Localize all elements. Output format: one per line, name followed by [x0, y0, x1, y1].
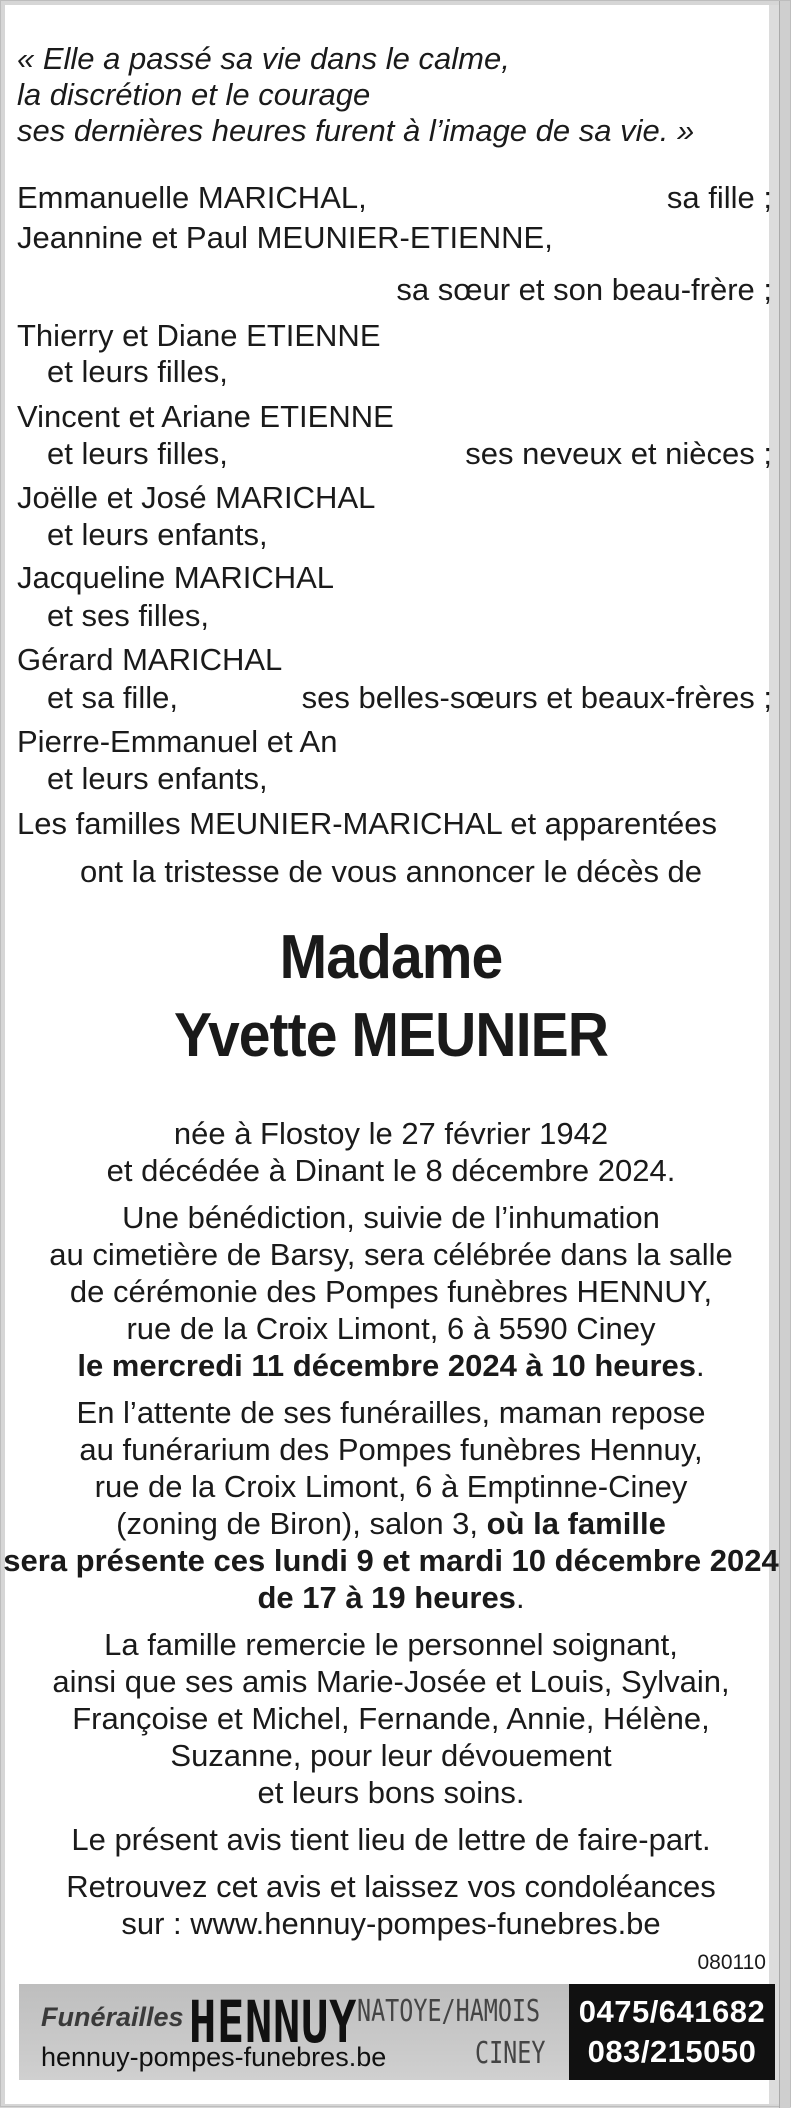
- announcement-intro: ont la tristesse de vous annoncer le décès de: [79, 854, 703, 889]
- deceased-name: [32, 919, 750, 1075]
- banner-branding: [19, 1984, 569, 2080]
- relation-label: sa fille ;: [666, 180, 772, 215]
- ceremony-line: Une bénédiction, suivie de l’inhumation: [122, 1200, 660, 1235]
- brand-logo: HENNUY: [189, 1988, 358, 2056]
- family-subline-text: et sa fille,: [47, 680, 178, 715]
- ceremony-line: de cérémonie des Pompes funèbres HENNUY,: [69, 1274, 713, 1309]
- relation-label: sa sœur et son beau-frère ;: [396, 272, 772, 307]
- visitation-line: au funérarium des Pompes funèbres Hennuy,: [79, 1432, 703, 1467]
- website-link[interactable]: sur : www.hennuy-pompes-funebres.be: [121, 1906, 661, 1941]
- visitation-hours: [1, 1579, 781, 1616]
- relation-label: ses neveux et nièces ;: [465, 436, 772, 471]
- family-line: Pierre-Emmanuel et An: [17, 724, 338, 759]
- ceremony-date-end: .: [696, 1348, 705, 1383]
- visitation-dates: sera présente ces lundi 9 et mardi 10 décembre 2024: [3, 1543, 779, 1578]
- epitaph-quote: [17, 41, 757, 149]
- family-subline: [17, 516, 777, 554]
- family-subline: [17, 597, 777, 635]
- family-line: Gérard MARICHAL: [17, 642, 283, 677]
- family-subline: [17, 353, 777, 391]
- thanks-line: La famille remercie le personnel soignant,: [104, 1627, 678, 1662]
- family-subline-text: et leurs enfants,: [47, 517, 268, 552]
- family-line: Les familles MEUNIER-MARICHAL et apparentées: [17, 806, 718, 841]
- family-line: Joëlle et José MARICHAL: [17, 480, 376, 515]
- phone-number[interactable]: 0475/641682: [578, 1994, 766, 2029]
- thanks-line: et leurs bons soins.: [257, 1775, 525, 1810]
- family-subline-text: et leurs filles,: [47, 436, 228, 471]
- visitation-hours-end: .: [515, 1580, 525, 1615]
- ceremony-date-text: le mercredi 11 décembre 2024 à 10 heures: [77, 1348, 697, 1383]
- thanks-line: Suzanne, pour leur dévouement: [170, 1738, 612, 1773]
- ceremony-date: [1, 1347, 781, 1384]
- thanks-line: Françoise et Michel, Fernande, Annie, Hélène,: [72, 1701, 710, 1736]
- family-subline-text: et leurs enfants,: [47, 761, 268, 796]
- visitation-text: (zoning de Biron), salon 3,: [116, 1506, 487, 1541]
- family-subline-text: et leurs filles,: [47, 354, 228, 389]
- family-subline-text: et ses filles,: [47, 598, 209, 633]
- ceremony-line: rue de la Croix Limont, 6 à 5590 Ciney: [126, 1311, 656, 1346]
- visitation-bold: où la famille: [486, 1506, 666, 1541]
- quote-line: ses dernières heures furent à l’image de sa vie. »: [17, 113, 695, 148]
- quote-line: la discrétion et le courage: [17, 77, 371, 112]
- banner-location-2: CINEY: [475, 2036, 546, 2071]
- visitation-line: En l’attente de ses funérailles, maman repose: [76, 1395, 706, 1430]
- visitation-line: rue de la Croix Limont, 6 à Emptinne-Ciney: [94, 1469, 688, 1504]
- family-line: Thierry et Diane ETIENNE: [17, 318, 381, 353]
- website-line: Retrouvez cet avis et laissez vos condoléances: [66, 1869, 716, 1904]
- death-line: et décédée à Dinant le 8 décembre 2024.: [106, 1153, 676, 1188]
- reference-number: 080110: [697, 1951, 766, 1974]
- funeral-home-banner[interactable]: [19, 1984, 775, 2080]
- family-line: Jacqueline MARICHAL: [17, 560, 335, 595]
- visitation-hours-text: de 17 à 19 heures: [257, 1580, 516, 1615]
- family-line: Vincent et Ariane ETIENNE: [17, 399, 394, 434]
- birth-line: née à Flostoy le 27 février 1942: [173, 1116, 609, 1151]
- thanks-line: ainsi que ses amis Marie-Josée et Louis, Sylvain,: [52, 1664, 730, 1699]
- family-subline: [17, 760, 777, 798]
- banner-phones: [569, 1984, 775, 2080]
- family-line: Emmanuelle MARICHAL,: [17, 180, 367, 215]
- banner-website[interactable]: hennuy-pompes-funebres.be: [41, 2042, 387, 2072]
- deceased-title: Madame: [279, 923, 503, 992]
- phone-number[interactable]: 083/215050: [587, 2034, 757, 2069]
- banner-funerailles: Funérailles: [41, 2002, 184, 2032]
- visitation-line: [1, 1505, 781, 1542]
- family-line: Jeannine et Paul MEUNIER-ETIENNE,: [17, 220, 553, 255]
- banner-location-1: NATOYE/HAMOIS: [357, 1994, 541, 2029]
- ceremony-line: au cimetière de Barsy, sera célébrée dans la salle: [49, 1237, 733, 1272]
- notice-body: [1, 1115, 781, 1942]
- notice-line: Le présent avis tient lieu de lettre de faire-part.: [71, 1822, 711, 1857]
- quote-line: « Elle a passé sa vie dans le calme,: [17, 41, 510, 76]
- relation-label: ses belles-sœurs et beaux-frères ;: [301, 680, 772, 715]
- deceased-fullname: Yvette MEUNIER: [173, 1001, 609, 1070]
